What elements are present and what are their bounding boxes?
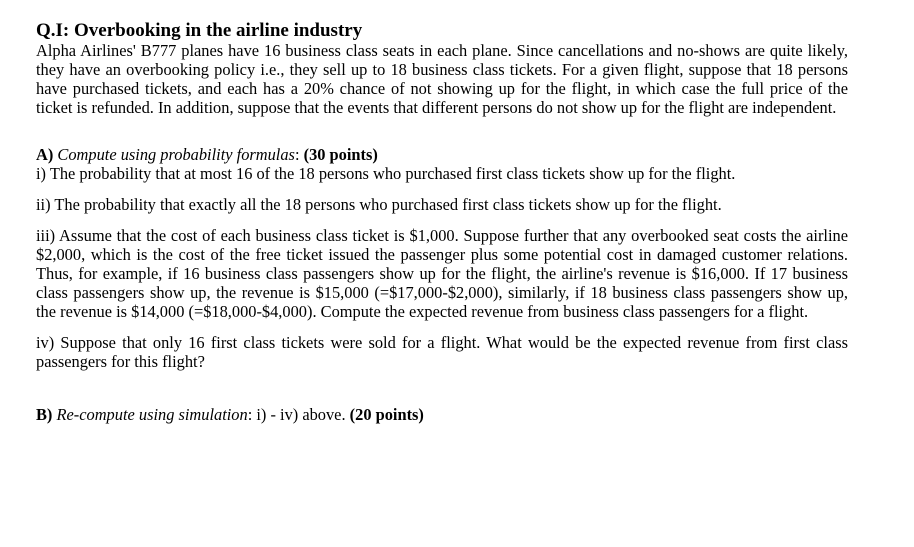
spacer <box>36 183 848 195</box>
part-b-points: (20 points) <box>349 405 424 424</box>
part-a-item-iv: iv) Suppose that only 16 first class tickets were sold for a flight. What would be the expected revenue from first class passengers for this flight? <box>36 333 848 371</box>
part-a-colon: : <box>294 145 300 164</box>
part-a-item-i: i) The probability that at most 16 of the 18 persons who purchased first class tickets show up for the flight. <box>36 164 736 183</box>
spacer <box>36 321 848 333</box>
part-b-label: B) <box>36 405 53 424</box>
part-a-label: A) <box>36 145 54 164</box>
part-b-method: Re-compute using simulation <box>56 405 248 424</box>
part-a-item-ii: ii) The probability that exactly all the 18 persons who purchased first class tickets show up for the flight. <box>36 195 722 214</box>
spacer <box>36 117 848 145</box>
question-title: Q.I: Overbooking in the airline industry <box>36 20 363 41</box>
part-a-item-iii: iii) Assume that the cost of each business class ticket is $1,000. Suppose further that any overbooked seat costs the airline $2,000, which is the cost of the free ticket issued the passenger plus some potential cost in damaged customer relations. Thus, for example, if 16 business class passengers show up for the flight, the airline's revenue is $16,000. If 17 business class passengers show up, the revenue is $15,000 (=$17,000-$2,000), similarly, if 18 business class passengers show up, the revenue is $14,000 (=$18,000-$4,000). Compute the expected revenue from business class passengers for a flight. <box>36 226 848 321</box>
spacer <box>36 371 848 405</box>
part-b-rest: : i) - iv) above. <box>247 405 350 424</box>
part-a-heading <box>36 145 848 164</box>
document-page <box>36 20 848 424</box>
part-b-heading <box>36 405 848 424</box>
part-a-points: (30 points) <box>303 145 378 164</box>
part-a-method: Compute using probability formulas <box>57 145 295 164</box>
question-intro: Alpha Airlines' B777 planes have 16 business class seats in each plane. Since cancellations and no-shows are quite likely, they have an overbooking policy i.e., they sell up to 18 business class tickets. For a given flight, suppose that 18 persons have purchased tickets, and each has a 20% chance of not showing up for the flight, in which case the full price of the ticket is refunded. In addition, suppose that the events that different persons do not show up for the flight are independent. <box>36 41 848 117</box>
spacer <box>36 214 848 226</box>
